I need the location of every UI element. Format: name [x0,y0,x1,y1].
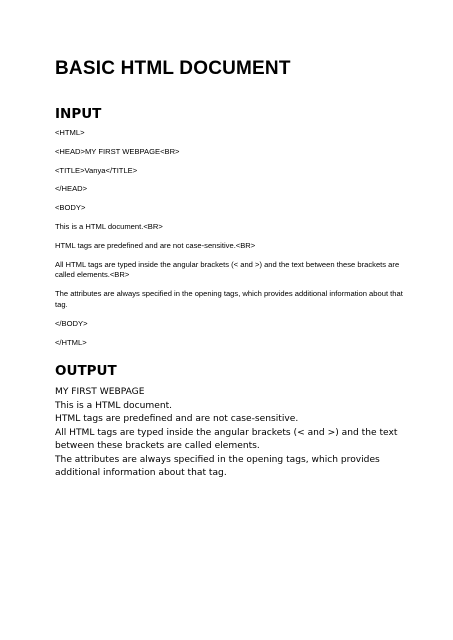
input-line: <BODY> [55,203,86,213]
input-line: This is a HTML document.<BR> [55,221,163,231]
input-line: <HTML> [55,128,85,137]
input-line: <HEAD>MY FIRST WEBPAGE<BR> [55,146,180,156]
input-code-lines [55,128,405,356]
output-line: All HTML tags are typed inside the angular brackets (< and >) and the text between these brackets are called elements. [55,427,398,451]
input-line: </HEAD> [55,184,88,194]
input-line: <TITLE>Vanya</TITLE> [55,165,138,175]
output-heading: OUTPUT [55,363,117,379]
output-line: MY FIRST WEBPAGE [55,387,145,397]
output-line: The attributes are always specified in the opening tags, which provides additional information about that tag. [55,454,380,478]
output-line: This is a HTML document. [55,400,173,411]
page-title: BASIC HTML DOCUMENT [55,58,291,79]
output-rendered-text [55,386,405,481]
input-line: </BODY> [55,318,88,328]
input-line: HTML tags are predefined and are not case-sensitive.<BR> [55,240,256,250]
input-line: All HTML tags are typed inside the angular brackets (< and >) and the text between these brackets are called elements.<BR> [55,259,400,280]
input-heading: INPUT [55,106,102,122]
input-line: The attributes are always specified in the opening tags, which provides additional information about that tag. [55,289,403,309]
output-line: HTML tags are predefined and are not case-sensitive. [55,414,299,424]
input-line: </HTML> [55,337,87,347]
